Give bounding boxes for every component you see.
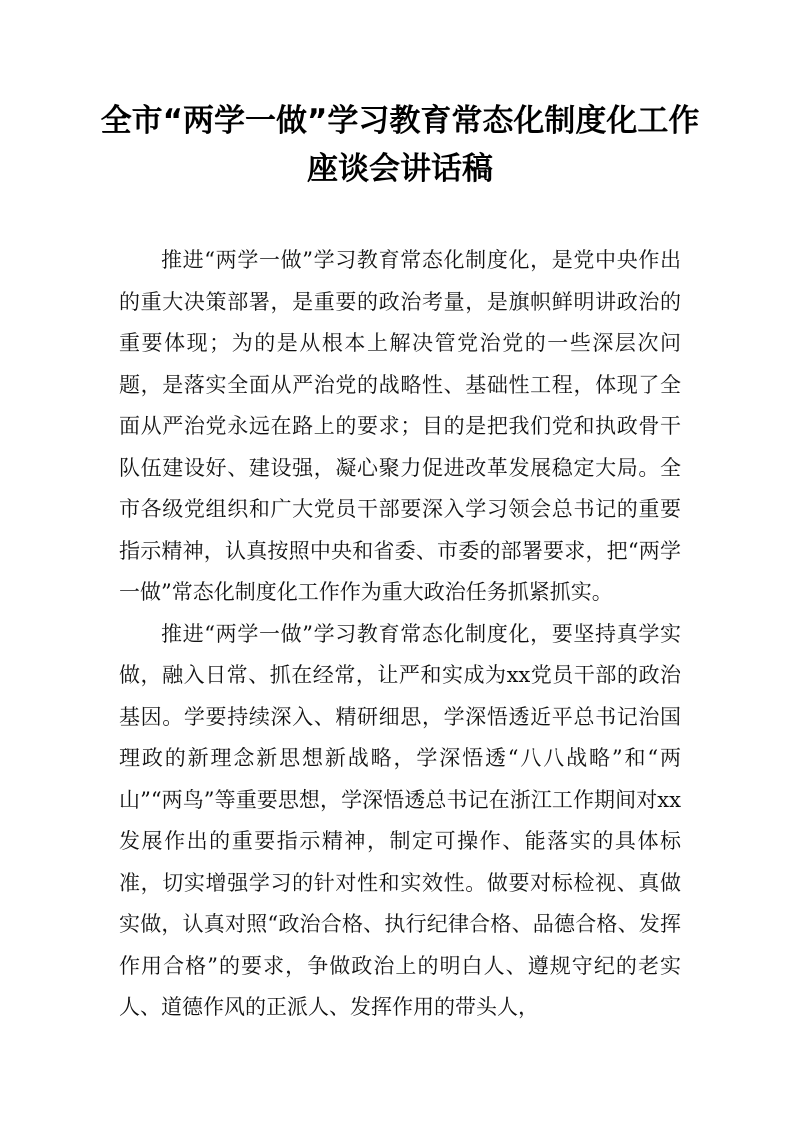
document-title: 全市“两学一做”学习教育常态化制度化工作座谈会讲话稿	[100, 103, 700, 187]
document-body	[119, 240, 681, 1029]
paragraph-2: 推进“两学一做”学习教育常态化制度化，要坚持真学实做，融入日常、抓在经常，让严和实成为xx党员干部的政治基因。学要持续深入、精研细思，学深悟透近平总书记治国理政的新理念新思想新战略，学深悟透“八八战略”和“两山”“两鸟”等重要思想，学深悟透总书记在浙江工作期间对xx发展作出的重要指示精神，制定可操作、能落实的具体标准，切实增强学习的针对性和实效性。做要对标检视、真做实做，认真对照“政治合格、执行纪律合格、品德合格、发挥作用合格”的要求，争做政治上的明白人、遵规守纪的老实人、道德作风的正派人、发挥作用的带头人，	[119, 621, 681, 1019]
paragraph-1: 推进“两学一做”学习教育常态化制度化，是党中央作出的重大决策部署，是重要的政治考量，是旗帜鲜明讲政治的重要体现；为的是从根本上解决管党治党的一些深层次问题，是落实全面从严治党的战略性、基础性工程，体现了全面从严治党永远在路上的要求；目的是把我们党和执政骨干队伍建设好、建设强，凝心聚力促进改革发展稳定大局。全市各级党组织和广大党员干部要深入学习领会总书记的重要指示精神，认真按照中央和省委、市委的部署要求，把“两学一做”常态化制度化工作作为重大政治任务抓紧抓实。	[119, 248, 681, 604]
